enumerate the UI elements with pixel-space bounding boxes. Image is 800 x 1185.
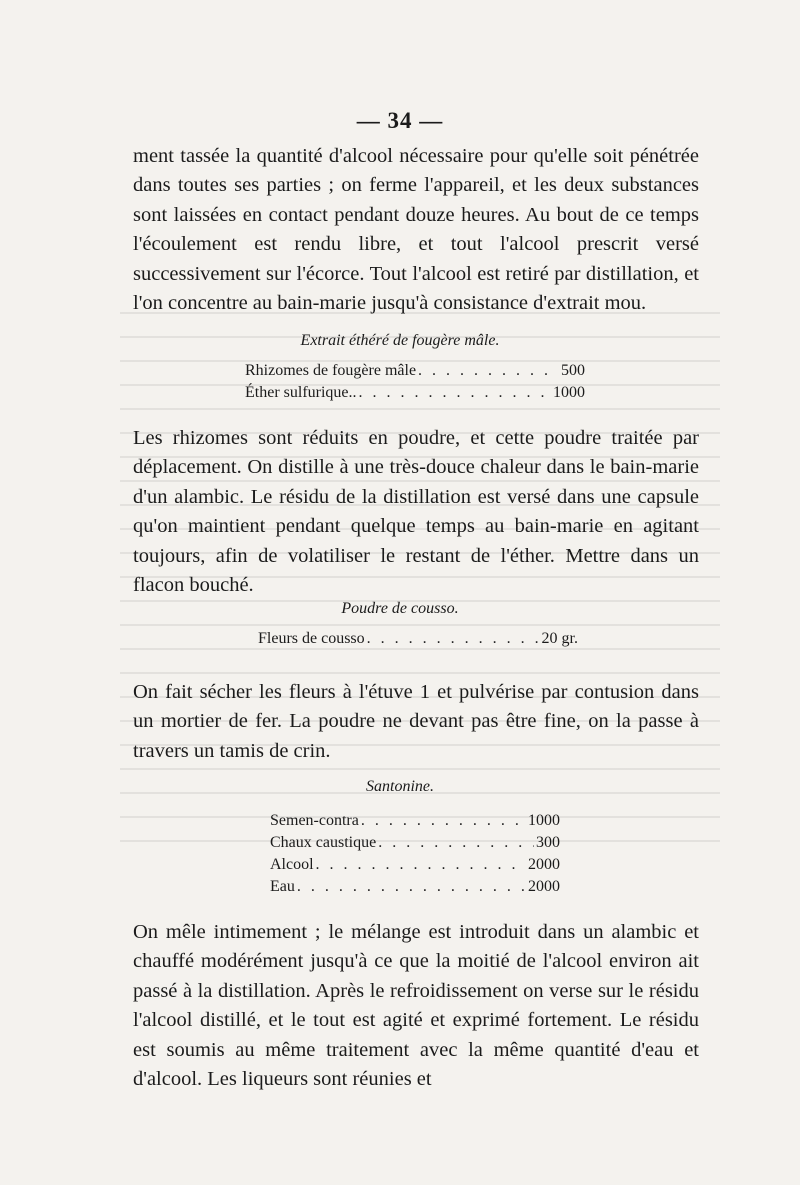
paragraph-1: ment tassée la quantité d'alcool nécessaire pour qu'elle soit pénétrée dans toutes ses parties ; on ferme l'appareil, et les deux substances sont laissées en contact pendant douze heures. Au bout de ce temps l'écoulement est rendu libre, et tout l'alcool prescrit versé successivement sur l'écorce. Tout l'alcool est retiré par distillation, et l'on concentre au bain-marie jusqu'à consistance d'extrait mou.	[133, 145, 699, 315]
ingredient-row	[258, 630, 578, 648]
ingredient-name: Fleurs de cousso	[258, 630, 365, 647]
ingredient-row	[270, 834, 560, 852]
ingredient-name: Rhizomes de fougère mâle	[245, 362, 417, 379]
ingredient-row	[245, 384, 585, 402]
leader-dots	[316, 856, 526, 874]
leader-dots	[367, 630, 540, 648]
paragraph-2: Les rhizomes sont réduits en poudre, et cette poudre traitée par déplacement. On distille à une très-douce chaleur dans le bain-marie d'un alambic. Le résidu de la distillation est versé dans une capsule qu'on maintient pendant quelque temps au bain-marie en agitant toujours, afin de volatiliser le restant de l'éther. Mettre dans un flacon bouché.	[133, 427, 699, 597]
page-number: — 34 —	[356, 108, 444, 133]
paragraph-4: On mêle intimement ; le mélange est introduit dans un alambic et chauffé modérément jusqu'à ce que la moitié de l'alcool environ ait passé à la distillation. Après le refroidissement on verse sur le résidu l'alcool distillé, et le tout est agité et exprimé fortement. Le résidu est soumis au même traitement avec la même quantité d'eau et d'alcool. Les liqueurs sont réunies et	[133, 921, 699, 1091]
ingredient-name: Eau	[270, 878, 295, 895]
leader-dots	[361, 812, 526, 830]
ingredient-name: Éther sulfurique..	[245, 384, 357, 401]
ingredient-quantity: 2000	[528, 878, 560, 895]
ingredient-row	[270, 878, 560, 896]
ingredient-row	[245, 362, 585, 380]
recipe-title-santonine: Santonine.	[366, 778, 434, 795]
recipe-title-cousso: Poudre de cousso.	[341, 600, 459, 617]
ingredient-quantity: 1000	[528, 812, 560, 829]
leader-dots	[359, 384, 551, 402]
leader-dots	[418, 362, 559, 380]
ingredient-name: Chaux caustique	[270, 834, 377, 851]
leader-dots	[297, 878, 526, 896]
ingredient-quantity: 300	[536, 834, 560, 851]
ingredient-quantity: 2000	[528, 856, 560, 873]
paragraph-3: On fait sécher les fleurs à l'étuve 1 et pulvérise par contusion dans un mortier de fer. La poudre ne devant pas être fine, on la passe à travers un tamis de crin.	[133, 681, 699, 762]
ingredient-quantity: 20 gr.	[541, 630, 578, 647]
ingredient-row	[270, 812, 560, 830]
recipe-title-extrait: Extrait éthéré de fougère mâle.	[300, 332, 500, 349]
ingredient-name: Alcool	[270, 856, 314, 873]
ingredient-quantity: 1000	[553, 384, 585, 401]
leader-dots	[378, 834, 534, 852]
ingredient-quantity: 500	[561, 362, 585, 379]
ingredient-name: Semen-contra	[270, 812, 359, 829]
ingredient-row	[270, 856, 560, 874]
